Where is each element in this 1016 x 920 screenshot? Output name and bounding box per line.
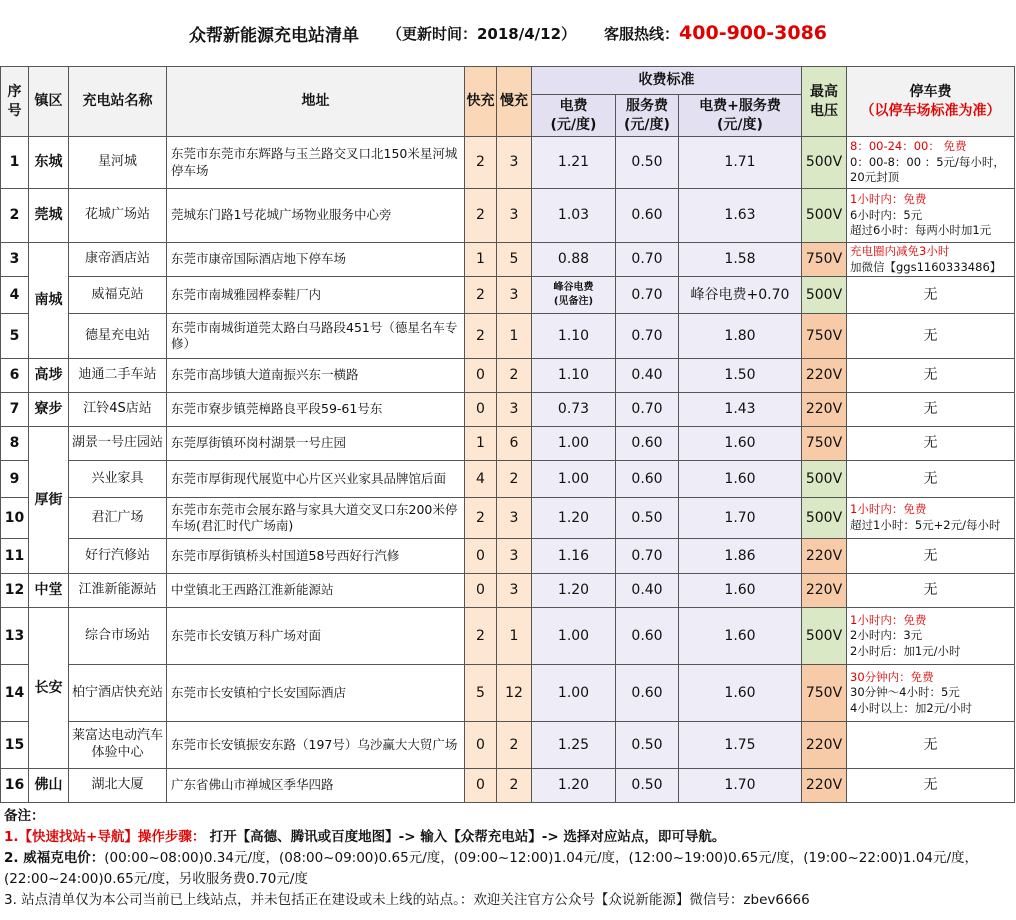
note-1-label: 1.【快速找站+导航】操作步骤： — [4, 829, 206, 845]
row-total-fee: 1.60 — [679, 608, 802, 665]
row-slow-count: 1 — [497, 314, 532, 359]
row-parking-fee: 无 — [847, 722, 1015, 769]
row-town: 厚街 — [29, 427, 69, 574]
row-slow-count: 2 — [497, 722, 532, 769]
table-row — [1, 461, 1015, 498]
row-seq: 13 — [1, 608, 29, 665]
row-max-voltage: 500V — [802, 277, 847, 314]
table-row — [1, 722, 1015, 769]
header-name: 充电站名称 — [69, 67, 167, 137]
parking-line: 充电圈内减免3小时 — [850, 243, 950, 258]
row-service-fee: 0.60 — [616, 189, 679, 243]
row-town: 南城 — [29, 243, 69, 359]
row-town: 长安 — [29, 608, 69, 769]
row-slow-count: 1 — [497, 608, 532, 665]
row-parking-fee: 无 — [847, 461, 1015, 498]
row-service-fee: 0.60 — [616, 461, 679, 498]
notes-heading: 备注： — [4, 808, 45, 824]
row-slow-count: 3 — [497, 137, 532, 189]
header-elec: 电费 (元/度) — [532, 95, 616, 137]
header-service: 服务费 (元/度) — [616, 95, 679, 137]
row-service-fee: 0.50 — [616, 769, 679, 803]
row-fast-count: 4 — [465, 461, 497, 498]
row-slow-count: 3 — [497, 277, 532, 314]
station-table-body — [1, 137, 1015, 803]
row-electricity-fee: 1.00 — [532, 608, 616, 665]
row-max-voltage: 220V — [802, 574, 847, 608]
row-max-voltage: 220V — [802, 539, 847, 574]
row-address: 东莞市长安镇万科广场对面 — [167, 608, 465, 665]
row-address: 东莞市寮步镇莞樟路良平段59-61号东 — [167, 393, 465, 427]
row-address: 东莞厚街镇环岗村湖景一号庄园 — [167, 427, 465, 461]
parking-line: 1小时内：免费 — [850, 502, 927, 517]
row-fast-count: 2 — [465, 314, 497, 359]
row-parking-fee: 无 — [847, 314, 1015, 359]
row-address: 莞城东门路1号花城广场物业服务中心旁 — [167, 189, 465, 243]
row-parking-fee — [847, 498, 1015, 539]
row-slow-count: 3 — [497, 189, 532, 243]
parking-line: 8：00-24：00： 免费 — [850, 139, 967, 154]
header-fast: 快充 — [465, 67, 497, 137]
table-row — [1, 498, 1015, 539]
row-electricity-fee: 1.00 — [532, 461, 616, 498]
row-seq: 14 — [1, 665, 29, 722]
row-town: 高埗 — [29, 359, 69, 393]
row-total-fee: 1.50 — [679, 359, 802, 393]
row-service-fee: 0.50 — [616, 722, 679, 769]
header-voltage: 最高 电压 — [802, 67, 847, 137]
hotline-number: 400-900-3086 — [679, 22, 828, 44]
row-station-name: 柏宁酒店快充站 — [69, 665, 167, 722]
row-total-fee: 1.70 — [679, 498, 802, 539]
row-slow-count: 2 — [497, 359, 532, 393]
table-row — [1, 574, 1015, 608]
header-total: 电费+服务费 (元/度) — [679, 95, 802, 137]
row-address: 东莞市南城街道莞太路白马路段451号（德星名车专修） — [167, 314, 465, 359]
table-row — [1, 665, 1015, 722]
row-station-name: 迪通二手车站 — [69, 359, 167, 393]
row-max-voltage: 220V — [802, 769, 847, 803]
row-slow-count: 5 — [497, 243, 532, 277]
header-address: 地址 — [167, 67, 465, 137]
row-service-fee: 0.40 — [616, 359, 679, 393]
row-town: 佛山 — [29, 769, 69, 803]
row-total-fee: 1.70 — [679, 769, 802, 803]
row-total-fee: 1.63 — [679, 189, 802, 243]
row-max-voltage: 750V — [802, 243, 847, 277]
row-service-fee: 0.60 — [616, 665, 679, 722]
table-row — [1, 277, 1015, 314]
row-parking-fee: 无 — [847, 359, 1015, 393]
row-total-fee: 1.80 — [679, 314, 802, 359]
row-seq: 2 — [1, 189, 29, 243]
parking-line: 6小时内：5元 — [850, 207, 923, 222]
row-electricity-fee: 0.73 — [532, 393, 616, 427]
table-row — [1, 359, 1015, 393]
row-electricity-fee: 1.25 — [532, 722, 616, 769]
row-slow-count: 3 — [497, 498, 532, 539]
row-electricity-fee: 1.10 — [532, 359, 616, 393]
table-row — [1, 539, 1015, 574]
row-max-voltage: 750V — [802, 427, 847, 461]
row-station-name: 星河城 — [69, 137, 167, 189]
row-fast-count: 0 — [465, 359, 497, 393]
row-address: 东莞市长安镇振安东路（197号）乌沙赢大大贸广场 — [167, 722, 465, 769]
row-seq: 7 — [1, 393, 29, 427]
row-slow-count: 6 — [497, 427, 532, 461]
row-address: 东莞市高埗镇大道南振兴东一横路 — [167, 359, 465, 393]
row-service-fee: 0.70 — [616, 393, 679, 427]
table-row — [1, 314, 1015, 359]
parking-line: 1小时内：免费 — [850, 192, 927, 207]
parking-line: 4小时以上：加2元/小时 — [850, 700, 973, 715]
header-slow: 慢充 — [497, 67, 532, 137]
row-electricity-fee: 1.10 — [532, 314, 616, 359]
row-max-voltage: 500V — [802, 137, 847, 189]
row-slow-count: 3 — [497, 393, 532, 427]
row-fast-count: 1 — [465, 243, 497, 277]
row-town: 中堂 — [29, 574, 69, 608]
row-service-fee: 0.60 — [616, 427, 679, 461]
row-fast-count: 2 — [465, 608, 497, 665]
table-row — [1, 393, 1015, 427]
row-electricity-fee: 1.00 — [532, 665, 616, 722]
row-address: 东莞市厚街现代展览中心片区兴业家具品牌馆后面 — [167, 461, 465, 498]
row-seq: 15 — [1, 722, 29, 769]
row-parking-fee — [847, 189, 1015, 243]
parking-line: 超过1小时：5元+2元/每小时 — [850, 518, 1001, 532]
row-service-fee: 0.50 — [616, 137, 679, 189]
row-fast-count: 0 — [465, 574, 497, 608]
row-seq: 5 — [1, 314, 29, 359]
row-parking-fee — [847, 608, 1015, 665]
row-address: 广东省佛山市禅城区季华四路 — [167, 769, 465, 803]
table-row — [1, 189, 1015, 243]
header-seq: 序号 — [1, 67, 29, 137]
row-seq: 3 — [1, 243, 29, 277]
note-3: 3. 站点清单仅为本公司当前已上线站点，并未包括正在建设或未上线的站点。：欢迎关注官方公众号【众说新能源】微信号：zbev6666 — [4, 892, 810, 908]
table-row — [1, 608, 1015, 665]
row-station-name: 威福克站 — [69, 277, 167, 314]
note-1-text: 打开【高德、腾讯或百度地图】-> 输入【众帮充电站】-> 选择对应站点，即可导航。 — [209, 829, 726, 845]
row-slow-count: 3 — [497, 539, 532, 574]
row-service-fee: 0.70 — [616, 243, 679, 277]
row-address: 东莞市南城雅园桦泰鞋厂内 — [167, 277, 465, 314]
row-address: 东莞市东莞市东辉路与玉兰路交叉口北150米星河城停车场 — [167, 137, 465, 189]
row-station-name: 湖景一号庄园站 — [69, 427, 167, 461]
row-service-fee: 0.60 — [616, 608, 679, 665]
row-max-voltage: 500V — [802, 498, 847, 539]
row-station-name: 江淮新能源站 — [69, 574, 167, 608]
page-title: 众帮新能源充电站清单 — [188, 25, 359, 46]
row-fast-count: 0 — [465, 539, 497, 574]
row-slow-count: 2 — [497, 769, 532, 803]
row-max-voltage: 220V — [802, 393, 847, 427]
row-max-voltage: 750V — [802, 665, 847, 722]
row-electricity-fee: 1.03 — [532, 189, 616, 243]
row-station-name: 莱富达电动汽车体验中心 — [69, 722, 167, 769]
header-parking-note: （以停车场标准为准） — [860, 102, 1001, 119]
row-parking-fee: 无 — [847, 393, 1015, 427]
row-slow-count: 3 — [497, 574, 532, 608]
row-address: 东莞市长安镇柏宁长安国际酒店 — [167, 665, 465, 722]
update-time: （更新时间：2018/4/12） — [386, 24, 577, 43]
row-service-fee: 0.50 — [616, 498, 679, 539]
header-parking — [847, 67, 1015, 137]
row-total-fee: 1.60 — [679, 461, 802, 498]
row-address: 中堂镇北王西路江淮新能源站 — [167, 574, 465, 608]
row-town: 寮步 — [29, 393, 69, 427]
row-seq: 11 — [1, 539, 29, 574]
row-electricity-fee: 峰谷电费 (见备注) — [532, 277, 616, 314]
note-1 — [4, 827, 1012, 848]
parking-line: 30分钟～4小时：5元 — [850, 685, 960, 700]
row-seq: 6 — [1, 359, 29, 393]
row-fast-count: 2 — [465, 137, 497, 189]
row-station-name: 江铃4S店站 — [69, 393, 167, 427]
row-parking-fee — [847, 665, 1015, 722]
row-parking-fee: 无 — [847, 277, 1015, 314]
row-fast-count: 2 — [465, 277, 497, 314]
parking-line: 1小时内：免费 — [850, 612, 927, 627]
row-address: 东莞市厚街镇桥头村国道58号西好行汽修 — [167, 539, 465, 574]
row-total-fee: 1.58 — [679, 243, 802, 277]
row-fast-count: 0 — [465, 393, 497, 427]
row-slow-count: 2 — [497, 461, 532, 498]
row-electricity-fee: 0.88 — [532, 243, 616, 277]
row-station-name: 好行汽修站 — [69, 539, 167, 574]
row-town: 东城 — [29, 137, 69, 189]
table-row — [1, 243, 1015, 277]
row-total-fee: 1.43 — [679, 393, 802, 427]
row-fast-count: 1 — [465, 427, 497, 461]
row-station-name: 康帝酒店站 — [69, 243, 167, 277]
row-fast-count: 2 — [465, 189, 497, 243]
row-service-fee: 0.70 — [616, 539, 679, 574]
station-table — [0, 66, 1015, 803]
parking-line: 加微信【ggs1160333486】 — [850, 259, 1002, 274]
notes — [4, 806, 1012, 911]
row-station-name: 湖北大厦 — [69, 769, 167, 803]
row-parking-fee: 无 — [847, 574, 1015, 608]
row-seq: 12 — [1, 574, 29, 608]
row-seq: 9 — [1, 461, 29, 498]
table-row — [1, 137, 1015, 189]
parking-line: 30分钟内：免费 — [850, 669, 934, 684]
row-total-fee: 1.71 — [679, 137, 802, 189]
row-max-voltage: 750V — [802, 314, 847, 359]
row-max-voltage: 500V — [802, 608, 847, 665]
row-max-voltage: 220V — [802, 359, 847, 393]
row-address: 东莞市康帝国际酒店地下停车场 — [167, 243, 465, 277]
parking-line: 2小时后：加1元/小时 — [850, 643, 961, 658]
note-2-label: 2. 威福克电价： — [4, 850, 105, 866]
row-service-fee: 0.40 — [616, 574, 679, 608]
row-max-voltage: 500V — [802, 461, 847, 498]
row-electricity-fee: 1.20 — [532, 498, 616, 539]
row-fast-count: 0 — [465, 769, 497, 803]
row-electricity-fee: 1.16 — [532, 539, 616, 574]
row-parking-fee — [847, 137, 1015, 189]
row-parking-fee: 无 — [847, 539, 1015, 574]
row-slow-count: 12 — [497, 665, 532, 722]
row-seq: 10 — [1, 498, 29, 539]
row-station-name: 兴业家具 — [69, 461, 167, 498]
row-total-fee: 峰谷电费+0.70 — [679, 277, 802, 314]
header-fee-group: 收费标准 — [532, 67, 802, 95]
row-service-fee: 0.70 — [616, 277, 679, 314]
row-town: 莞城 — [29, 189, 69, 243]
row-seq: 16 — [1, 769, 29, 803]
row-parking-fee: 无 — [847, 769, 1015, 803]
row-address: 东莞市东莞市会展东路与家具大道交叉口东200米停车场(君汇时代广场南) — [167, 498, 465, 539]
header-town: 镇区 — [29, 67, 69, 137]
row-max-voltage: 220V — [802, 722, 847, 769]
row-electricity-fee: 1.00 — [532, 427, 616, 461]
row-station-name: 君汇广场 — [69, 498, 167, 539]
row-station-name: 综合市场站 — [69, 608, 167, 665]
title-bar — [0, 0, 1016, 66]
row-station-name: 花城广场站 — [69, 189, 167, 243]
row-max-voltage: 500V — [802, 189, 847, 243]
note-2 — [4, 848, 1012, 890]
header-parking-title: 停车费 — [909, 83, 952, 100]
row-total-fee: 1.60 — [679, 427, 802, 461]
row-electricity-fee: 1.20 — [532, 574, 616, 608]
parking-line: 0：00-8：00 ：5元/每小时，20元封顶 — [850, 154, 1005, 185]
row-total-fee: 1.86 — [679, 539, 802, 574]
row-station-name: 德星充电站 — [69, 314, 167, 359]
table-row — [1, 769, 1015, 803]
row-total-fee: 1.60 — [679, 574, 802, 608]
parking-line: 超过6小时：每两小时加1元 — [850, 223, 992, 238]
row-total-fee: 1.75 — [679, 722, 802, 769]
row-parking-fee — [847, 243, 1015, 277]
row-total-fee: 1.60 — [679, 665, 802, 722]
parking-line: 2小时内：3元 — [850, 628, 923, 643]
row-seq: 4 — [1, 277, 29, 314]
row-electricity-fee: 1.20 — [532, 769, 616, 803]
hotline-label: 客服热线： — [604, 25, 680, 43]
row-fast-count: 0 — [465, 722, 497, 769]
row-electricity-fee: 1.21 — [532, 137, 616, 189]
row-fast-count: 2 — [465, 498, 497, 539]
row-service-fee: 0.70 — [616, 314, 679, 359]
table-row — [1, 427, 1015, 461]
note-2-text: (00:00~08:00)0.34元/度，(08:00~09:00)0.65元/度，(09:00~12:00)1.04元/度，(12:00~19:00)0.65元/度，(19:00~22:00)1.04元/度，(22:00~24:00)0.65元/度，另收服务费0.70元/度 — [4, 850, 979, 887]
row-parking-fee: 无 — [847, 427, 1015, 461]
row-seq: 8 — [1, 427, 29, 461]
row-fast-count: 5 — [465, 665, 497, 722]
row-seq: 1 — [1, 137, 29, 189]
